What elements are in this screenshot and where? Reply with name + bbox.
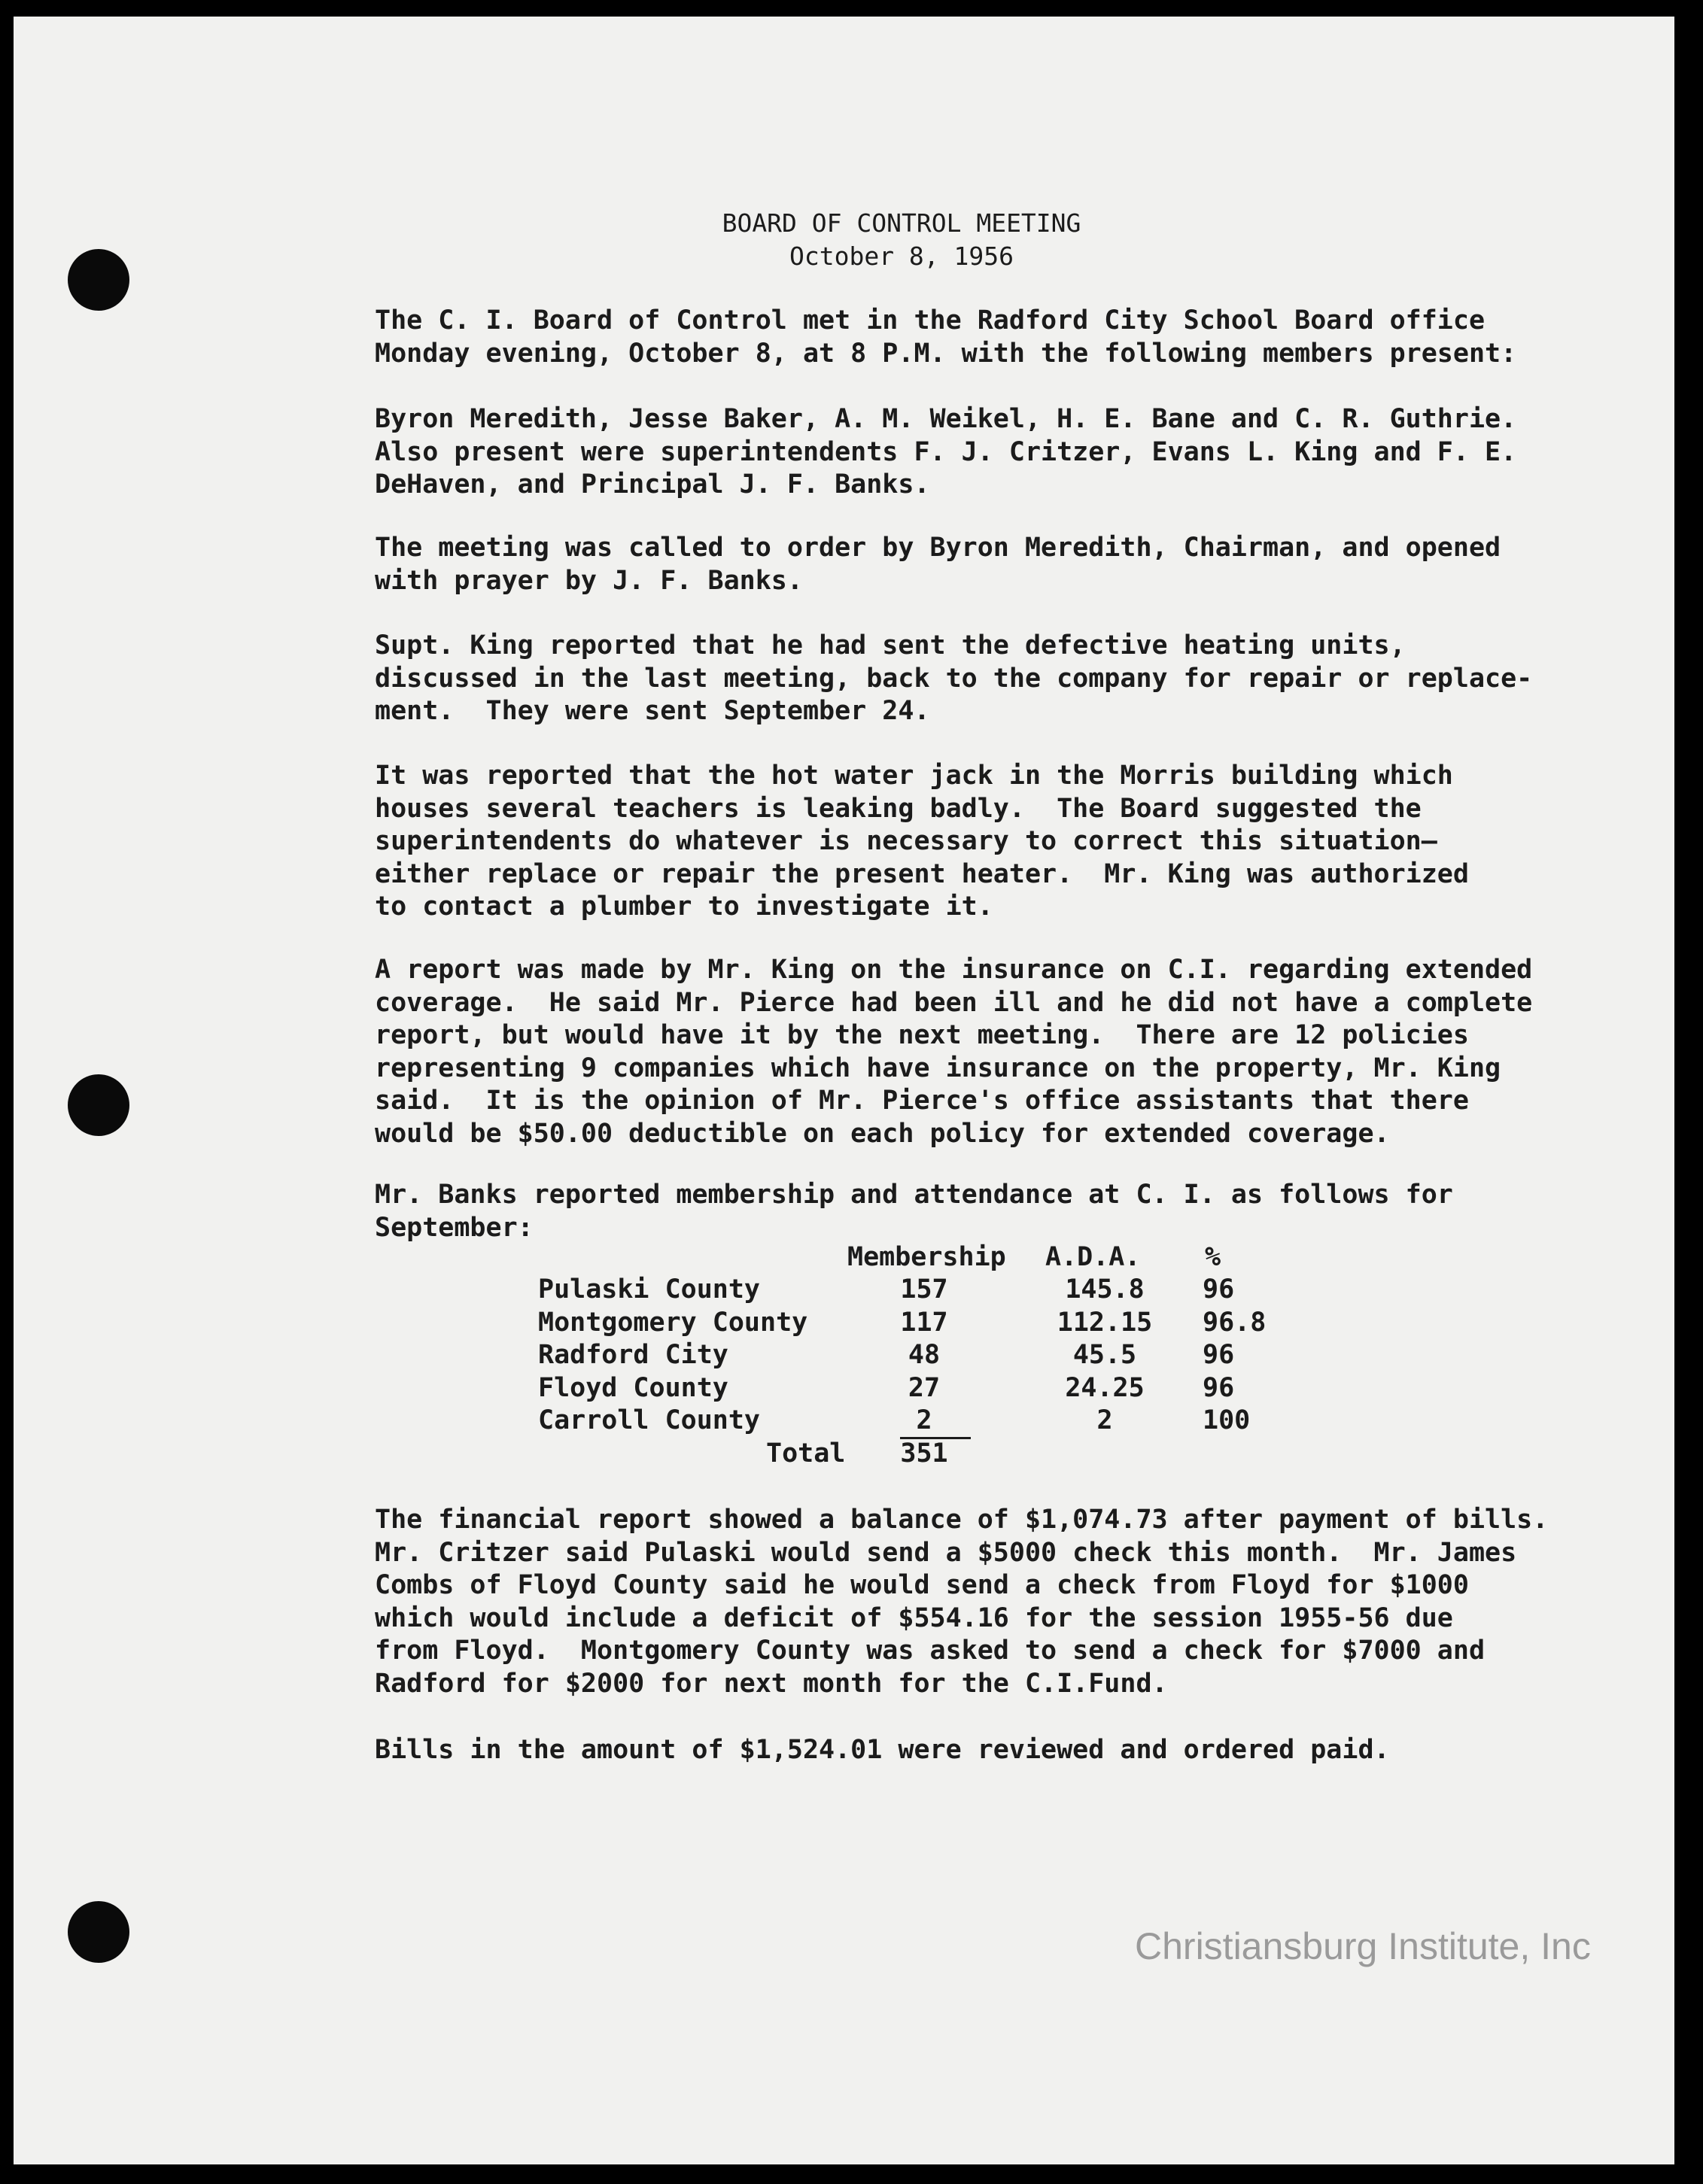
county-name: Floyd County bbox=[538, 1373, 728, 1403]
column-header-membership: Membership bbox=[847, 1242, 1006, 1272]
document-date: October 8, 1956 bbox=[789, 241, 1014, 271]
paragraph-meeting-location: The C. I. Board of Control met in the Radford City School Board office Monday evening, October 8, at 8 P.M. with the following members present: bbox=[375, 305, 1517, 369]
ada-value: 2 bbox=[1096, 1405, 1113, 1435]
county-name: Radford City bbox=[538, 1340, 728, 1370]
membership-value: 27 bbox=[908, 1373, 941, 1403]
document-heading bbox=[717, 207, 1086, 273]
ada-value: 24.25 bbox=[1065, 1373, 1145, 1403]
paragraph-call-to-order: The meeting was called to order by Byron Meredith, Chairman, and opened with prayer by J. F. Banks. bbox=[375, 533, 1501, 596]
ada-value: 112.15 bbox=[1057, 1308, 1153, 1338]
paragraph-hot-water: It was reported that the hot water jack in the Morris building which houses several teachers is leaking badly. The Board suggested the superintendents do whatever is necessary to correct this situation— either replace or repair the present heater. Mr. King was authorized to contact a plumber to investigate it. bbox=[375, 761, 1469, 922]
binder-hole bbox=[68, 249, 129, 311]
membership-value: 48 bbox=[908, 1340, 941, 1370]
paragraph-insurance: A report was made by Mr. King on the insurance on C.I. regarding extended coverage. He said Mr. Pierce had been ill and he did not have a complete report, but would have it by the next meeting. There are 12 policies representing 9 companies which have insurance on the property, Mr. King said. It is the opinion of Mr. Pierce's office assistants that there would be $50.00 deductible on each policy for extended coverage. bbox=[375, 955, 1533, 1149]
table-row bbox=[375, 1274, 1353, 1307]
county-name: Pulaski County bbox=[538, 1274, 761, 1305]
paragraph-financial-report: The financial report showed a balance of $1,074.73 after payment of bills. Mr. Critzer said Pulaski would send a $5000 check this month. Mr. James Combs of Floyd County said he would send a check from Floyd for $1000 which would include a deficit of $554.16 for the session 1955-56 due from Floyd. Montgomery County was asked to send a check for $7000 and Radford for $2000 for next month for the C.I.Fund. bbox=[375, 1505, 1549, 1699]
membership-value: 2 bbox=[916, 1405, 932, 1435]
percent-value: 96 bbox=[1203, 1340, 1235, 1370]
ada-value: 145.8 bbox=[1065, 1274, 1145, 1305]
total-label: Total bbox=[766, 1438, 846, 1469]
table-row bbox=[375, 1405, 1353, 1438]
paragraph-heating-units: Supt. King reported that he had sent the defective heating units, discussed in the last meeting, back to the company for repair or replace- ment. They were sent September 24. bbox=[375, 630, 1533, 726]
table-row bbox=[375, 1372, 1353, 1405]
binder-hole bbox=[68, 1901, 129, 1963]
column-header-ada: A.D.A. bbox=[1045, 1242, 1141, 1272]
column-header-percent: % bbox=[1205, 1242, 1221, 1272]
county-name: Montgomery County bbox=[538, 1308, 808, 1338]
county-name: Carroll County bbox=[538, 1405, 761, 1435]
table-total-row bbox=[375, 1438, 1353, 1471]
paragraph-attendees: Byron Meredith, Jesse Baker, A. M. Weikel, H. E. Bane and C. R. Guthrie. Also present were superintendents F. J. Critzer, Evans L. King and F. E. DeHaven, and Principal J. F. Banks. bbox=[375, 404, 1517, 500]
table-row bbox=[375, 1307, 1353, 1340]
archive-watermark: Christiansburg Institute, Inc bbox=[1135, 1925, 1591, 1967]
percent-value: 96 bbox=[1203, 1274, 1235, 1305]
paragraph-bills: Bills in the amount of $1,524.01 were reviewed and ordered paid. bbox=[375, 1735, 1390, 1765]
membership-value: 117 bbox=[900, 1308, 948, 1338]
document-page bbox=[14, 17, 1674, 2164]
percent-value: 96 bbox=[1203, 1373, 1235, 1403]
attendance-table bbox=[375, 1241, 1353, 1482]
table-row bbox=[375, 1339, 1353, 1372]
paragraph-membership-intro: Mr. Banks reported membership and attendance at C. I. as follows for September: bbox=[375, 1180, 1453, 1243]
ada-value: 45.5 bbox=[1072, 1340, 1137, 1370]
percent-value: 96.8 bbox=[1203, 1308, 1267, 1338]
document-title: BOARD OF CONTROL MEETING bbox=[722, 208, 1081, 238]
total-membership-value: 351 bbox=[900, 1438, 948, 1469]
binder-hole bbox=[68, 1074, 129, 1136]
membership-value: 157 bbox=[900, 1274, 948, 1305]
percent-value: 100 bbox=[1203, 1405, 1251, 1435]
